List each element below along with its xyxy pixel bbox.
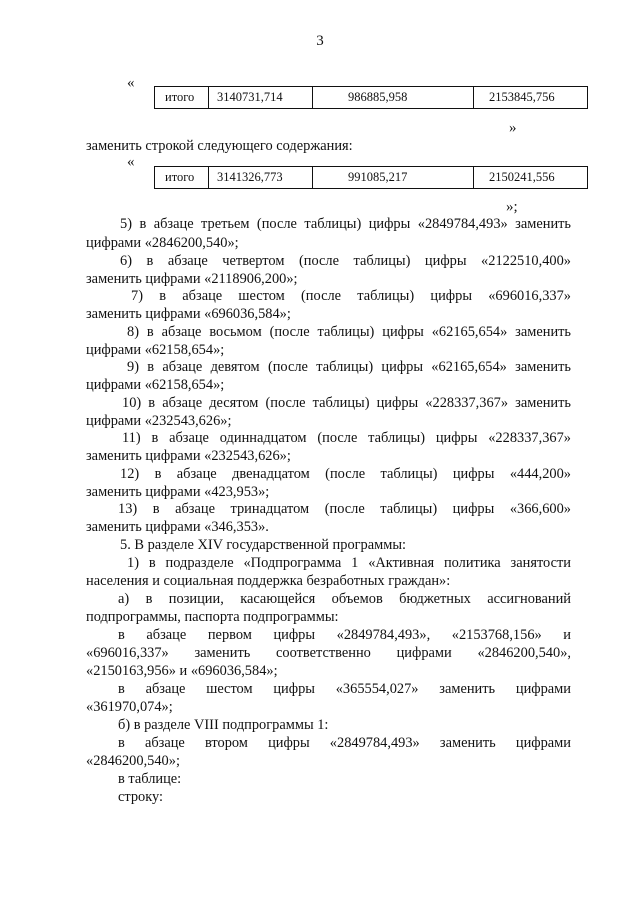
text-line: 1) в подразделе «Подпрограмма 1 «Активная политика занятости [127, 555, 571, 571]
new-totals-row-table [154, 166, 588, 189]
text-line: б) в разделе VIII подпрограммы 1: [118, 717, 329, 733]
table-cell: 3140731,714 [209, 87, 313, 109]
text-line: строку: [118, 789, 164, 805]
closing-quote: » [509, 120, 517, 136]
text-line: 5) в абзаце третьем (после таблицы) цифры «2849784,493» заменить [120, 216, 571, 232]
text-line: 12) в абзаце двенадцатом (после таблицы) цифры «444,200» [120, 466, 571, 482]
opening-quote: « [127, 154, 135, 170]
table-row [155, 167, 588, 189]
text-line: цифрами «62158,654»; [86, 342, 225, 358]
text-line: в абзаце шестом цифры «365554,027» заменить цифрами [118, 681, 571, 697]
table-cell: 986885,958 [313, 87, 474, 109]
opening-quote: « [127, 75, 135, 91]
text-line: «2846200,540»; [86, 753, 180, 769]
text-line: цифрами «232543,626»; [86, 413, 232, 429]
row-label-cell: итого [155, 87, 209, 109]
text-line: заменить цифрами «232543,626»; [86, 448, 291, 464]
text-line: «2150163,956» и «696036,584»; [86, 663, 278, 679]
row-label-cell: итого [155, 167, 209, 189]
text-line: 13) в абзаце тринадцатом (после таблицы) цифры «366,600» [118, 501, 571, 517]
text-line: цифрами «2846200,540»; [86, 235, 239, 251]
text-line: заменить цифрами «2118906,200»; [86, 271, 298, 287]
text-line: 6) в абзаце четвертом (после таблицы) цифры «2122510,400» [120, 253, 571, 269]
text-line: заменить цифрами «346,353». [86, 519, 269, 535]
text-line: в абзаце втором цифры «2849784,493» заменить цифрами [118, 735, 571, 751]
text-line: а) в позиции, касающейся объемов бюджетных ассигнований [118, 591, 571, 607]
closing-quote-semicolon: »; [506, 199, 518, 215]
text-line: в абзаце первом цифры «2849784,493», «2153768,156» и [118, 627, 571, 643]
text-line: заменить цифрами «423,953»; [86, 484, 270, 500]
text-line: 8) в абзаце восьмом (после таблицы) цифры «62165,654» заменить [127, 324, 571, 340]
replace-instruction: заменить строкой следующего содержания: [86, 138, 353, 154]
table-cell: 2153845,756 [474, 87, 588, 109]
table-cell: 3141326,773 [209, 167, 313, 189]
section-heading: 5. В разделе XIV государственной программы: [120, 537, 406, 553]
text-line: 7) в абзаце шестом (после таблицы) цифры «696016,337» [131, 288, 571, 304]
text-line: подпрограммы, паспорта подпрограммы: [86, 609, 339, 625]
table-row [155, 87, 588, 109]
text-line: населения и социальная поддержка безработных граждан»: [86, 573, 451, 589]
page-number: 3 [316, 33, 324, 49]
text-line: «361970,074»; [86, 699, 173, 715]
old-totals-row-table [154, 86, 588, 109]
text-line: в таблице: [118, 771, 182, 787]
text-line: 9) в абзаце девятом (после таблицы) цифры «62165,654» заменить [127, 359, 571, 375]
text-line: 10) в абзаце десятом (после таблицы) цифры «228337,367» заменить [122, 395, 571, 411]
table-cell: 2150241,556 [474, 167, 588, 189]
text-line: цифрами «62158,654»; [86, 377, 225, 393]
text-line: «696016,337» заменить соответственно цифрами «2846200,540», [86, 645, 571, 661]
table-cell: 991085,217 [313, 167, 474, 189]
text-line: заменить цифрами «696036,584»; [86, 306, 291, 322]
text-line: 11) в абзаце одиннадцатом (после таблицы) цифры «228337,367» [122, 430, 571, 446]
